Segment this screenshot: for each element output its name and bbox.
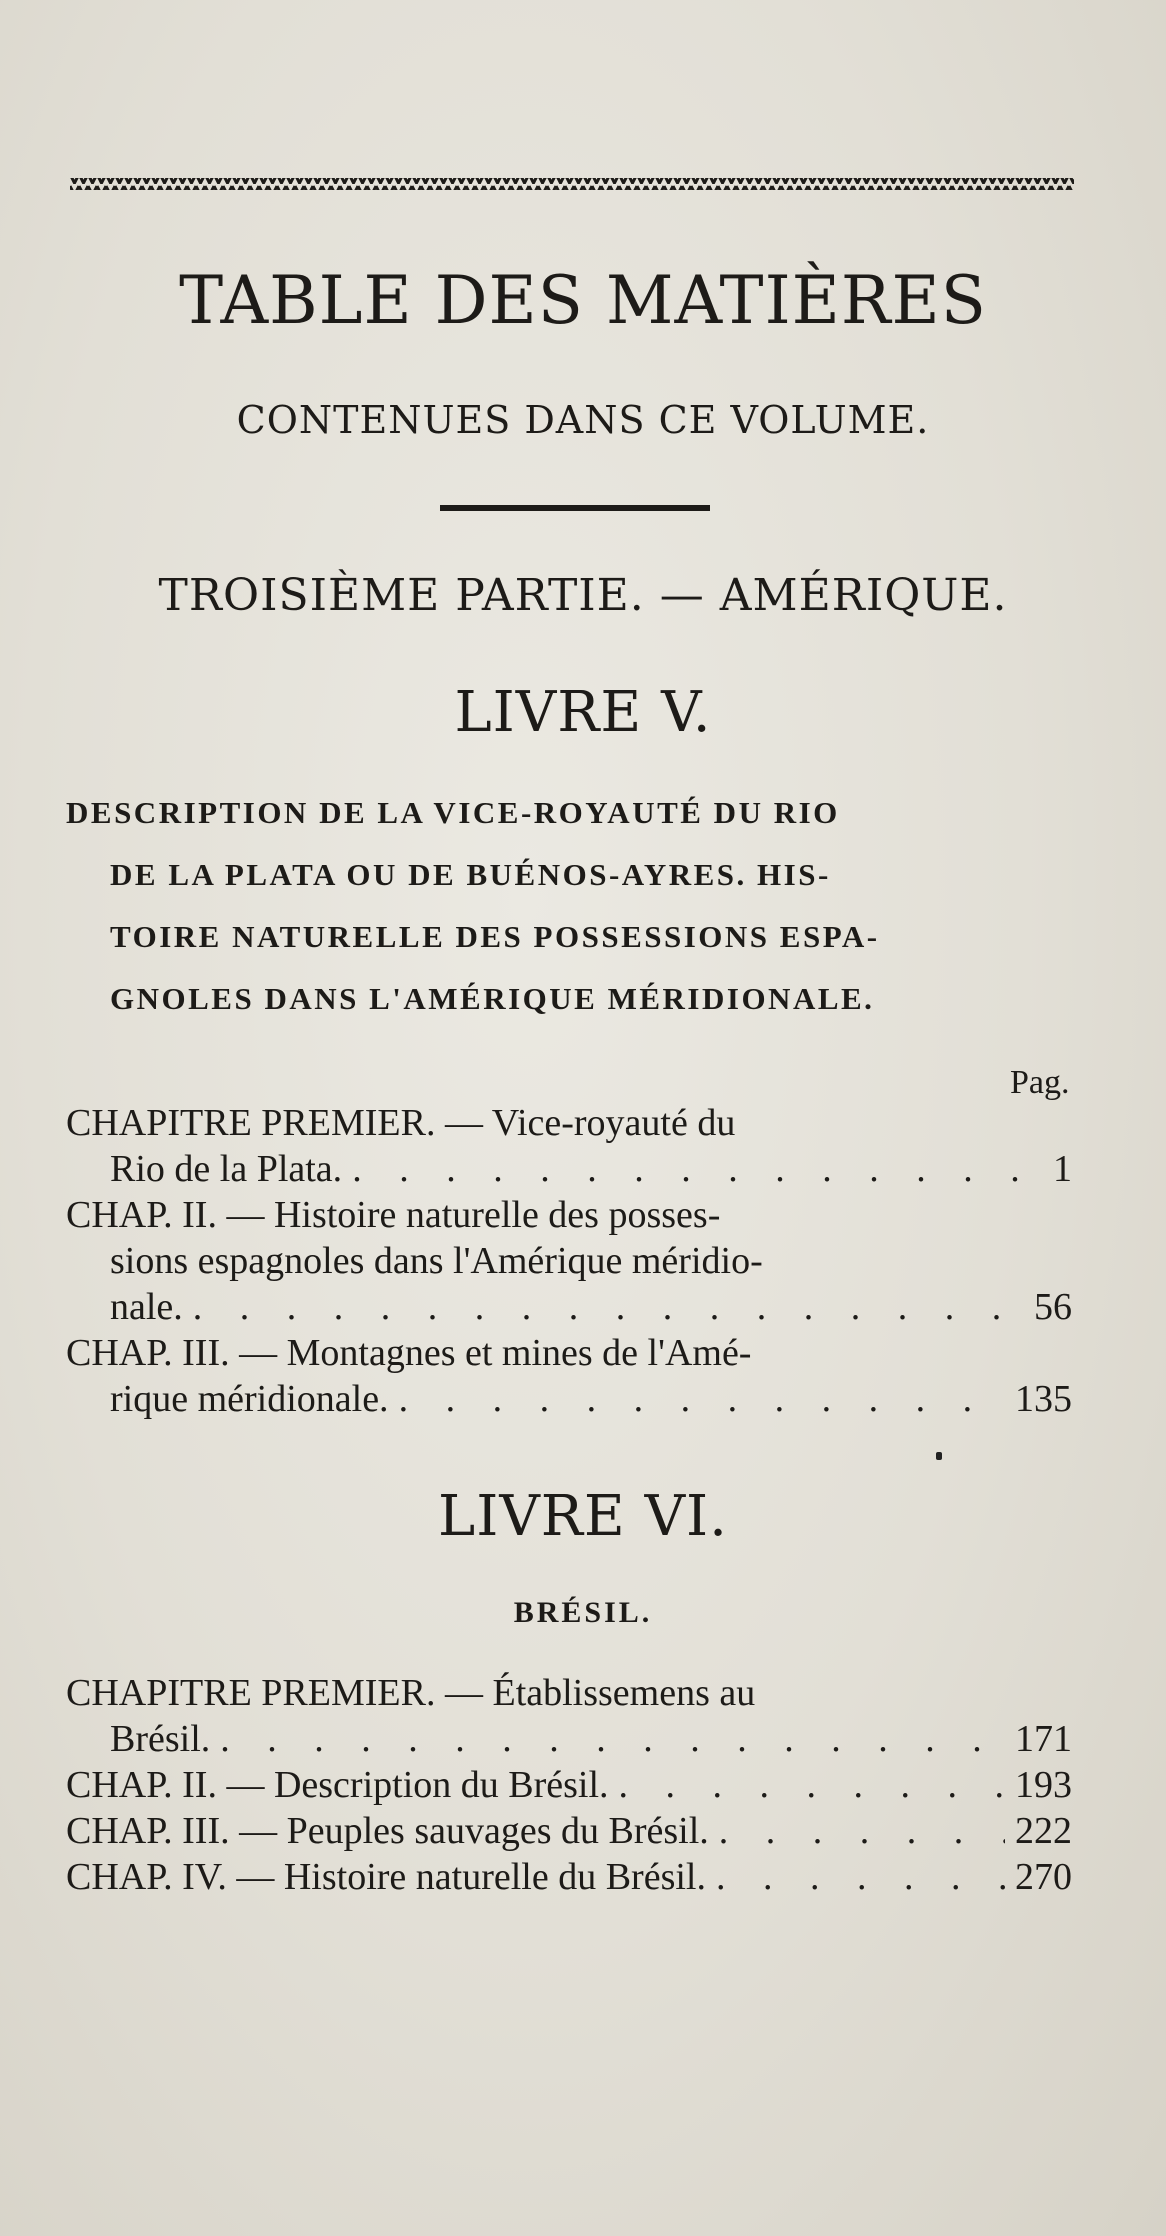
toc-entry — [66, 1192, 1072, 1330]
page-column-label: Pag. — [1010, 1064, 1070, 1101]
ornamental-border-rule — [70, 172, 1074, 196]
page-title: TABLE DES MATIÈRES — [179, 262, 987, 339]
description-line: DESCRIPTION DE LA VICE-ROYAUTÉ DU RIO — [66, 795, 840, 830]
toc-entry — [66, 1808, 1072, 1854]
toc-page-number: 1 — [1053, 1148, 1072, 1190]
title-divider — [440, 505, 710, 511]
toc-entry-title: CHAPITRE PREMIER. — Vice-royauté du — [66, 1102, 736, 1144]
toc-entry-title: nale. — [110, 1286, 183, 1328]
book-5-description — [66, 782, 1078, 1030]
toc-page-number: 171 — [1015, 1718, 1072, 1760]
dot-leader — [183, 1284, 1024, 1330]
toc-page-number: 56 — [1034, 1286, 1072, 1328]
toc-entry-title: CHAP. II. — Description du Brésil. — [66, 1764, 609, 1806]
toc-entry-title: CHAPITRE PREMIER. — Établissemens au — [66, 1672, 756, 1714]
dot-leader — [706, 1854, 1005, 1900]
toc-entry-title: CHAP. III. — Peuples sauvages du Brésil. — [66, 1810, 709, 1852]
page-subtitle: CONTENUES DANS CE VOLUME. — [236, 398, 930, 442]
toc-page-number: 135 — [1015, 1378, 1072, 1420]
book-6-subheading: BRÉSIL. — [513, 1596, 653, 1629]
toc-page-number: 222 — [1015, 1810, 1072, 1852]
toc-entry — [66, 1100, 1072, 1192]
description-line: TOIRE NATURELLE DES POSSESSIONS ESPA- — [110, 919, 880, 954]
toc-entry-title: CHAP. IV. — Histoire naturelle du Brésil. — [66, 1856, 706, 1898]
book-6-heading: LIVRE VI. — [438, 1484, 728, 1549]
dot-leader — [210, 1716, 1005, 1762]
toc-entry — [66, 1762, 1072, 1808]
book-6-toc — [66, 1670, 1072, 1900]
toc-entry-title: sions espagnoles dans l'Amérique méridio- — [110, 1240, 763, 1282]
toc-page-number: 270 — [1015, 1856, 1072, 1898]
toc-entry — [66, 1670, 1072, 1762]
description-line: DE LA PLATA OU DE BUÉNOS-AYRES. HIS- — [110, 857, 831, 892]
toc-entry-title: Rio de la Plata. — [110, 1148, 343, 1190]
toc-page-number: 193 — [1015, 1764, 1072, 1806]
dot-leader — [389, 1376, 1005, 1422]
ink-speck — [936, 1452, 942, 1460]
toc-entry-title: Brésil. — [110, 1718, 211, 1760]
book-5-toc — [66, 1100, 1072, 1422]
toc-entry — [66, 1330, 1072, 1422]
toc-entry — [66, 1854, 1072, 1900]
dot-leader — [709, 1808, 1005, 1854]
book-5-heading: LIVRE V. — [454, 680, 712, 745]
toc-entry-title: CHAP. III. — Montagnes et mines de l'Amé- — [66, 1332, 752, 1374]
dot-leader — [609, 1762, 1005, 1808]
part-heading: TROISIÈME PARTIE. — AMÉRIQUE. — [158, 570, 1008, 621]
dot-leader — [342, 1146, 1043, 1192]
toc-entry-title: rique méridionale. — [110, 1378, 389, 1420]
description-line: GNOLES DANS L'AMÉRIQUE MÉRIDIONALE. — [110, 981, 875, 1016]
toc-entry-title: CHAP. II. — Histoire naturelle des posses- — [66, 1194, 721, 1236]
